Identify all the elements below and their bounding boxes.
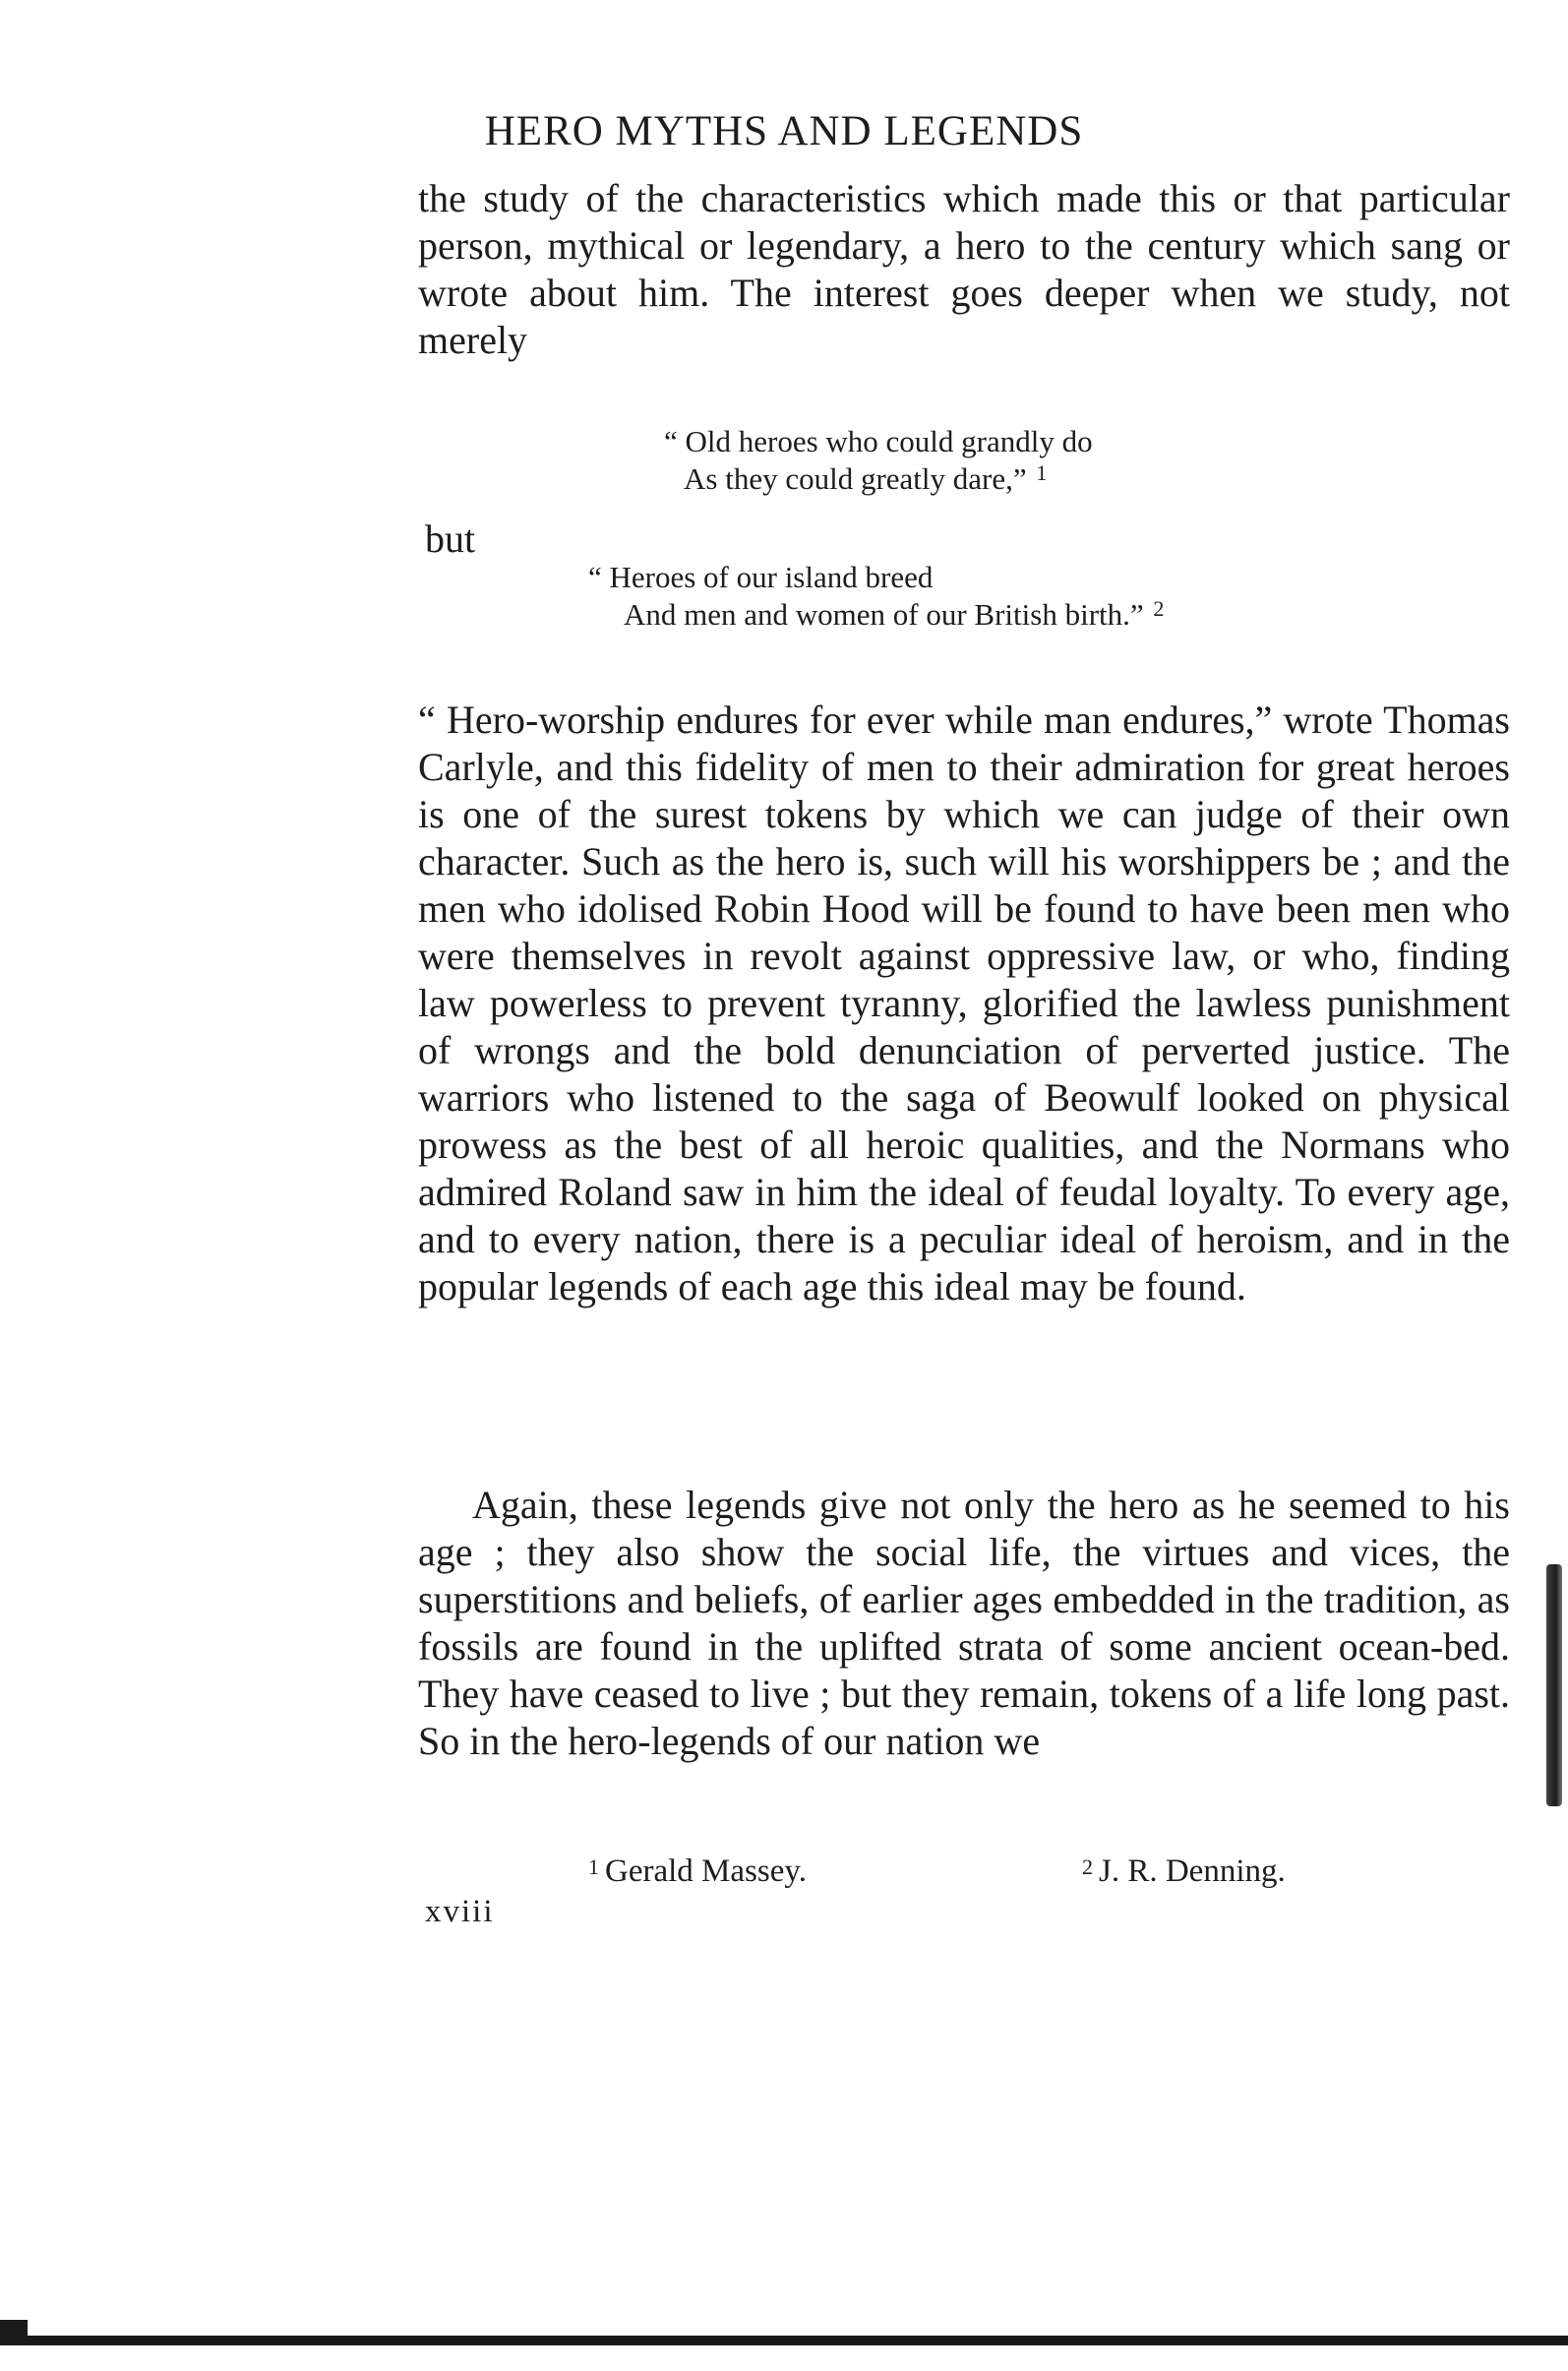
footnote-1 bbox=[588, 1852, 807, 1891]
footnote-2-text: J. R. Denning. bbox=[1099, 1854, 1286, 1889]
margin-scan-shadow bbox=[1546, 1564, 1562, 1806]
body-paragraph-1: the study of the characteristics which made this or that particular person, mythical or legendary, a hero to the century which sang or wrote about him. The interest goes deeper when we study, not merely bbox=[418, 176, 1510, 362]
footnote-ref-2: 2 bbox=[1153, 596, 1165, 621]
footnote-2-marker: 2 bbox=[1082, 1854, 1093, 1879]
body-paragraph-2: “ Hero-worship endures for ever while man endures,” wrote Thomas Carlyle, and this fidelity of men to their admiration for great heroes is one of the surest tokens by which we can judge of their own character. Such as the hero is, such will his worshippers be ; and the men who idolised Robin Hood will be found to have been men who were themselves in revolt against oppressive law, or who, finding law powerless to prevent tyranny, glorified the lawless punishment of wrongs and the bold denunciation of perverted justice. The warriors who listened to the saga of Beowulf looked on physical prowess as the best of all heroic qualities, and the Normans who admired Roland saw in him the ideal of feudal loyalty. To every age, and to every nation, there is a peculiar ideal of heroism, and in the popular legends of each age this ideal may be found. bbox=[418, 698, 1510, 1308]
footnote-ref-1: 1 bbox=[1036, 460, 1048, 485]
scan-edge-bar bbox=[0, 2336, 1568, 2345]
verse-quote-1-line-2-text: As they could greatly dare,” bbox=[684, 461, 1027, 496]
verse-quote-1 bbox=[664, 423, 1093, 498]
verse-quote-1-line-2 bbox=[664, 460, 1093, 498]
footnote-1-text: Gerald Massey. bbox=[605, 1854, 807, 1889]
verse-quote-2 bbox=[588, 559, 1164, 634]
page-header: HERO MYTHS AND LEGENDS bbox=[484, 108, 1084, 154]
verse-quote-2-line-2 bbox=[588, 596, 1164, 634]
footnote-2 bbox=[1082, 1852, 1286, 1891]
page-number: xviii bbox=[425, 1894, 495, 1929]
body-paragraph-3: Again, these legends give not only the hero as he seemed to his age ; they also show the social life, the virtues and vices, the superstitions and beliefs, of earlier ages embedded in the tradition, as fossils are found in the uplifted strata of some ancient ocean-bed. They have ceased to live ; but they remain, tokens of a life long past. So in the hero-legends of our nation we bbox=[418, 1483, 1510, 1763]
verse-quote-2-line-1: “ Heroes of our island breed bbox=[588, 560, 934, 594]
footnote-1-marker: 1 bbox=[588, 1854, 599, 1879]
verse-quote-1-line-1: “ Old heroes who could grandly do bbox=[664, 424, 1093, 458]
verse-quote-2-line-2-text: And men and women of our British birth.” bbox=[624, 597, 1144, 632]
connector-word: but bbox=[425, 517, 476, 561]
